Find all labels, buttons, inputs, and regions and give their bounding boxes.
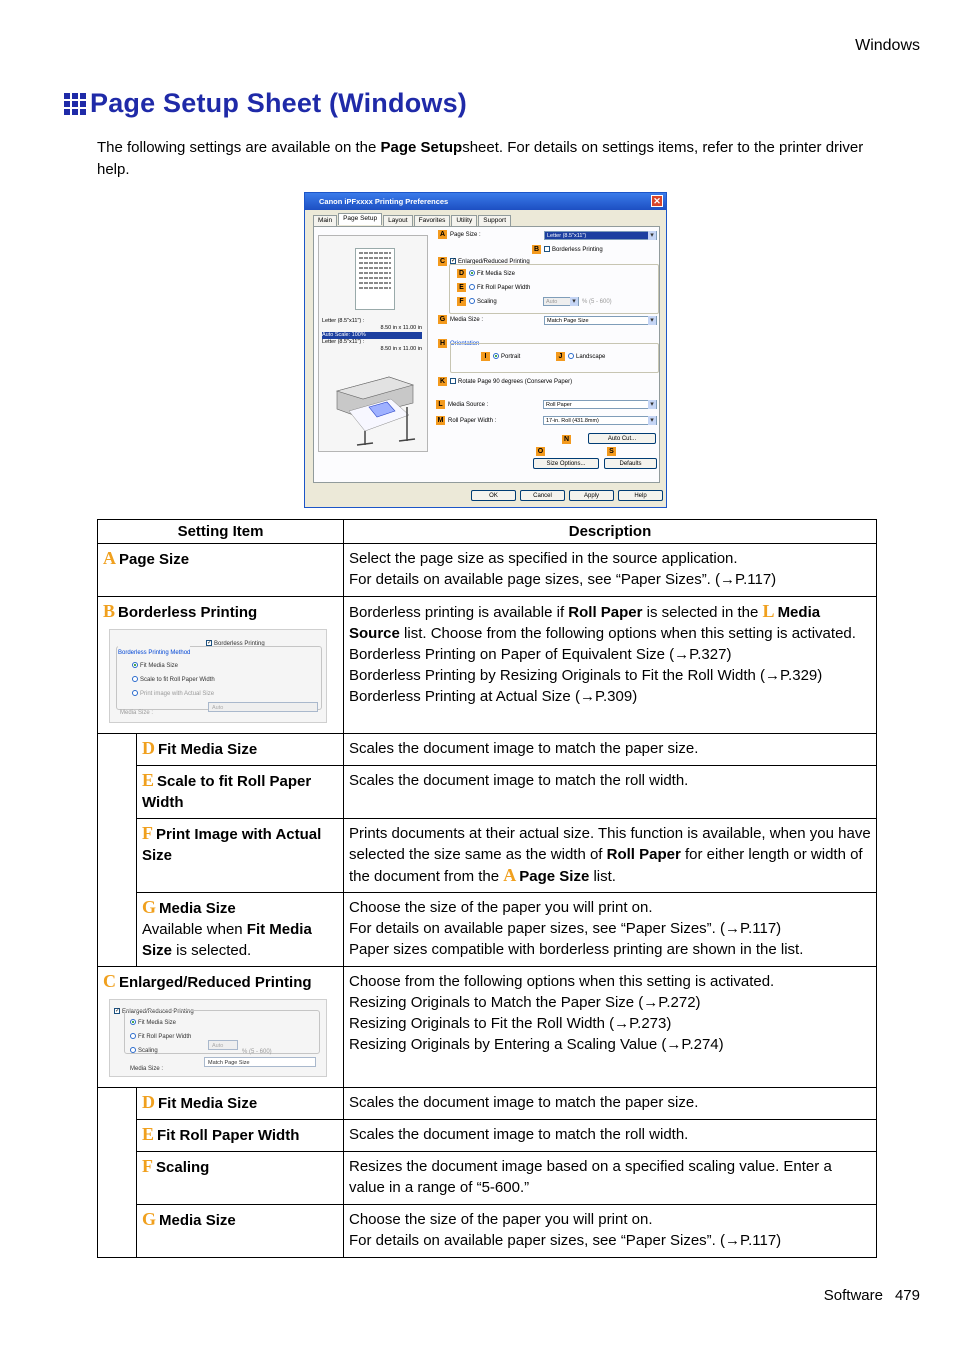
desc-cell: Resizes the document image based on a specified scaling value. Enter a value in a range of “5-600.” — [344, 1152, 877, 1205]
badge-h: H — [439, 340, 446, 347]
scaling-input[interactable]: Auto ▾ — [543, 297, 579, 306]
item-cell — [137, 1152, 344, 1205]
preview-line: Letter (8.5"x11") : — [322, 339, 365, 345]
scaling-range: % (5 - 600) — [582, 299, 612, 305]
rotate-label: Rotate Page 90 degrees (Conserve Paper) — [458, 379, 573, 385]
roll-width-select[interactable]: 17-in. Roll (431.8mm) ▾ — [543, 416, 657, 425]
item-cell — [137, 766, 344, 819]
cancel-button[interactable]: Cancel — [520, 490, 565, 501]
item-letter: E — [142, 770, 155, 790]
item-cell — [137, 1205, 344, 1258]
tab-main[interactable]: Main — [313, 215, 337, 227]
mini-media-label: Media Size : — [130, 1066, 164, 1072]
auto-cut-button[interactable]: Auto Cut... — [588, 433, 656, 444]
size-options-badge-wrap — [536, 447, 548, 456]
fit-media-radio[interactable] — [469, 270, 475, 276]
item-name: Fit Media Size — [158, 1095, 258, 1112]
paper-preview-icon — [355, 248, 395, 310]
checkbox-icon: ✓ — [115, 1008, 121, 1015]
item-letter: G — [142, 897, 157, 917]
media-size-select[interactable]: Match Page Size ▾ — [544, 316, 657, 325]
mini-label: Borderless Printing — [214, 641, 265, 647]
preview-line: Auto Scale: 100% — [322, 332, 422, 339]
scaling-radio[interactable] — [469, 298, 475, 304]
borderless-control — [532, 245, 603, 254]
landscape-option — [556, 352, 605, 361]
badge-d: D — [458, 270, 465, 277]
borderless-checkbox[interactable] — [544, 246, 550, 252]
fit-roll-radio[interactable] — [469, 284, 475, 290]
defaults-button[interactable]: Defaults — [604, 458, 657, 469]
desc-line: Paper sizes compatible with borderless printing are shown in the list. — [349, 941, 804, 958]
intro-text-end: sheet. For details on settings items, refer to the printer driver help. — [97, 139, 864, 178]
desc-cell — [344, 893, 877, 967]
item-cell — [137, 819, 344, 893]
desc-line: Select the page size as specified in the source application. — [349, 550, 738, 567]
desc-line: For details on available paper sizes, see “Paper Sizes”. (→P.117) — [349, 1232, 782, 1249]
desc-text: is selected in the — [642, 604, 763, 621]
fit-roll-label: Fit Roll Paper Width — [477, 285, 531, 291]
checkbox-icon: ✓ — [207, 640, 213, 647]
inline-letter: L — [762, 601, 775, 621]
table-row — [98, 893, 877, 967]
apply-button[interactable]: Apply — [569, 490, 614, 501]
inline-letter: A — [503, 865, 517, 885]
badge-j: J — [556, 352, 565, 361]
scaling-label: Scaling — [477, 299, 497, 305]
desc-line: Resizing Originals by Entering a Scaling Value (→P.274) — [349, 1036, 724, 1053]
desc-text: list. Choose from the following options when this setting is activated. — [399, 625, 856, 642]
settings-table — [97, 519, 877, 1258]
badge-b: B — [533, 246, 540, 253]
item-cell — [98, 967, 344, 1088]
table-row — [98, 1152, 877, 1205]
page-size-select[interactable]: Letter (8.5"x11") ▾ — [544, 231, 657, 240]
page-title: Page Setup Sheet (Windows) — [90, 88, 467, 118]
help-button[interactable]: Help — [618, 490, 663, 501]
desc-cell — [344, 1205, 877, 1258]
roll-width-control — [436, 416, 496, 425]
page-title-row — [64, 88, 467, 119]
radio-icon — [132, 690, 138, 696]
table-row — [98, 819, 877, 893]
radio-icon — [132, 662, 138, 668]
badge-i: I — [481, 352, 490, 361]
fit-roll-option — [457, 283, 530, 292]
portrait-option — [481, 352, 520, 361]
dialog-titlebar — [305, 193, 666, 210]
tab-page-setup[interactable]: Page Setup — [338, 213, 382, 225]
fit-media-option — [457, 269, 515, 278]
desc-cell — [344, 544, 877, 597]
enlarged-checkbox[interactable]: ✓ — [451, 258, 457, 265]
note-text: is selected. — [172, 942, 252, 959]
badge-l: L — [436, 400, 445, 409]
desc-text: Prints documents at their actual size. This function is available, when you have selected the size same as the width of — [349, 825, 871, 863]
fit-media-label: Fit Media Size — [477, 271, 516, 277]
item-cell — [98, 597, 344, 734]
media-source-label: Media Source : — [448, 402, 489, 408]
landscape-radio[interactable] — [568, 353, 574, 359]
item-cell — [137, 734, 344, 766]
mini-label: Fit Media Size — [138, 1020, 177, 1026]
badge-f: F — [457, 297, 466, 306]
item-cell — [137, 1120, 344, 1152]
table-row — [98, 1120, 877, 1152]
table-row — [98, 734, 877, 766]
size-options-button[interactable]: Size Options... — [533, 458, 599, 469]
printing-preferences-dialog — [304, 192, 667, 508]
running-header: Windows — [855, 37, 920, 54]
desc-bold: Media Source — [349, 604, 821, 642]
rotate-checkbox[interactable] — [450, 378, 456, 384]
desc-bold: Page Size — [519, 868, 590, 885]
desc-line: Resizing Originals to Fit the Roll Width (→P.273) — [349, 1015, 672, 1032]
scaling-option — [457, 297, 497, 306]
media-source-select[interactable]: Roll Paper ▾ — [543, 400, 657, 409]
page-setup-panel — [313, 226, 660, 483]
radio-icon — [130, 1047, 136, 1053]
tab-support[interactable]: Support — [478, 215, 511, 227]
desc-line: Choose the size of the paper you will print on. — [349, 1211, 653, 1228]
desc-text: list. — [589, 868, 616, 885]
indent-spacer — [98, 734, 137, 967]
desc-text: Borderless printing is available if — [349, 604, 569, 621]
table-row — [98, 1088, 877, 1120]
indent-spacer — [98, 1088, 137, 1258]
desc-bold: Roll Paper — [606, 846, 681, 863]
desc-cell — [344, 967, 877, 1088]
note-text: Available when — [142, 921, 247, 938]
preview-line: 8.50 in x 11.00 in — [380, 325, 422, 331]
table-row — [98, 967, 877, 1088]
ok-button[interactable]: OK — [471, 490, 516, 501]
mini-media-select: Match Page Size — [204, 1057, 316, 1067]
media-size-control — [438, 315, 483, 324]
desc-cell: Scales the document image to match the roll width. — [344, 1120, 877, 1152]
item-note — [142, 919, 338, 961]
badge-m: M — [437, 417, 444, 424]
desc-bold: Roll Paper — [568, 604, 643, 621]
badge-e: E — [457, 283, 466, 292]
enlarged-label: Enlarged/Reduced Printing — [458, 259, 530, 265]
item-name: Page Size — [119, 551, 190, 568]
mini-media-label: Media Size : — [120, 710, 154, 716]
item-name: Scale to fit Roll Paper Width — [142, 773, 312, 811]
item-letter: D — [142, 1092, 155, 1112]
tab-favorites[interactable]: Favorites — [414, 215, 451, 227]
item-letter: D — [142, 738, 155, 758]
tab-utility[interactable]: Utility — [451, 215, 477, 227]
item-name: Fit Media Size — [158, 741, 258, 758]
preview-line: Letter (8.5"x11") : — [322, 318, 365, 324]
desc-line: For details on available paper sizes, see “Paper Sizes”. (→P.117) — [349, 920, 782, 937]
item-letter: F — [142, 823, 153, 843]
table-row — [98, 1205, 877, 1258]
preview-line: 8.50 in x 11.00 in — [380, 346, 422, 352]
item-name: Print Image with Actual Size — [142, 826, 322, 864]
tab-layout[interactable]: Layout — [383, 215, 413, 227]
enlarged-mini-screenshot — [109, 999, 327, 1077]
borderless-mini-screenshot — [109, 629, 327, 723]
printer-icon — [329, 371, 417, 446]
mini-label: Enlarged/Reduced Printing — [122, 1009, 194, 1015]
media-source-control — [436, 400, 488, 409]
mini-scale-input: Auto — [208, 1040, 238, 1050]
badge-a: A — [439, 231, 446, 238]
close-icon[interactable]: ✕ — [651, 195, 663, 207]
preview-area — [318, 235, 428, 452]
radio-icon — [130, 1033, 136, 1039]
intro-paragraph — [97, 137, 867, 181]
mini-label: Scale to fit Roll Paper Width — [140, 677, 215, 683]
intro-bold: Page Setup — [380, 139, 463, 156]
badge-o: O — [537, 448, 544, 455]
media-size-label: Media Size : — [450, 317, 484, 323]
desc-line: Borderless Printing on Paper of Equivalent Size (→P.327) — [349, 646, 732, 663]
desc-paragraph — [349, 601, 871, 644]
item-cell — [137, 893, 344, 967]
item-letter: E — [142, 1124, 155, 1144]
landscape-label: Landscape — [576, 354, 606, 360]
item-name: Borderless Printing — [118, 604, 258, 621]
portrait-radio[interactable] — [493, 353, 499, 359]
orientation-label: Orientation — [450, 341, 480, 347]
dialog-title: Canon iPFxxxx Printing Preferences — [319, 197, 449, 206]
item-name: Enlarged/Reduced Printing — [119, 974, 312, 991]
page-size-control — [438, 230, 481, 239]
table-row — [98, 597, 877, 734]
item-letter: F — [142, 1156, 153, 1176]
mini-option — [132, 684, 214, 705]
mini-label: Fit Media Size — [140, 663, 179, 669]
item-letter: B — [103, 601, 116, 621]
item-letter: A — [103, 548, 116, 568]
desc-cell: Scales the document image to match the paper size. — [344, 1088, 877, 1120]
desc-line: Resizing Originals to Match the Paper Size (→P.272) — [349, 994, 701, 1011]
desc-line: Choose from the following options when this setting is activated. — [349, 973, 775, 990]
defaults-badge-wrap — [607, 447, 619, 456]
intro-text: The following settings are available on the — [97, 139, 381, 156]
item-name: Fit Roll Paper Width — [157, 1127, 300, 1144]
item-name: Media Size — [159, 1212, 236, 1229]
portrait-label: Portrait — [501, 354, 521, 360]
table-header-row — [98, 520, 877, 544]
desc-cell: Scales the document image to match the paper size. — [344, 734, 877, 766]
preview-info — [322, 318, 422, 353]
table-row — [98, 766, 877, 819]
item-name: Media Size — [159, 900, 236, 917]
item-cell — [98, 544, 344, 597]
roll-width-label: Roll Paper Width : — [448, 418, 497, 424]
item-name: Scaling — [156, 1159, 210, 1176]
table-row — [98, 544, 877, 597]
header-description: Description — [344, 520, 877, 544]
borderless-label: Borderless Printing — [552, 247, 603, 253]
item-cell — [137, 1088, 344, 1120]
footer-section: Software — [823, 1287, 883, 1304]
badge-s: S — [607, 447, 616, 456]
rotate-control — [438, 377, 572, 386]
item-letter: G — [142, 1209, 157, 1229]
auto-cut-badge-wrap — [562, 435, 574, 444]
desc-cell: Scales the document image to match the roll width. — [344, 766, 877, 819]
radio-icon — [130, 1019, 136, 1025]
mini-label: Print image with Actual Size — [140, 691, 215, 697]
page-number: 479 — [894, 1287, 920, 1304]
desc-line: Choose the size of the paper you will print on. — [349, 899, 653, 916]
desc-line: Borderless Printing by Resizing Originals to Fit the Roll Width (→P.329) — [349, 667, 823, 684]
radio-icon — [132, 676, 138, 682]
desc-cell — [344, 819, 877, 893]
mini-label: Scaling — [138, 1048, 158, 1054]
badge-n: N — [563, 436, 570, 443]
badge-k: K — [439, 378, 446, 385]
badge-c: C — [439, 258, 446, 265]
page-size-label: Page Size : — [450, 232, 481, 238]
desc-line: For details on available page sizes, see “Paper Sizes”. (→P.117) — [349, 571, 777, 588]
mini-label: Fit Roll Paper Width — [138, 1034, 192, 1040]
badge-g: G — [439, 316, 446, 323]
note-bold: Fit Media Size — [142, 921, 312, 959]
page-footer — [824, 1287, 920, 1304]
header-setting-item: Setting Item — [98, 520, 344, 544]
mini-scale-range: % (5 - 600) — [242, 1049, 272, 1055]
item-letter: C — [103, 971, 116, 991]
desc-text: for either length or width of the document from the — [349, 846, 863, 885]
section-grid-icon — [64, 93, 86, 115]
desc-line: Borderless Printing at Actual Size (→P.309) — [349, 688, 638, 705]
mini-group-label: Borderless Printing Method — [118, 643, 190, 664]
desc-cell — [344, 597, 877, 734]
mini-media-select: Auto — [208, 702, 318, 712]
